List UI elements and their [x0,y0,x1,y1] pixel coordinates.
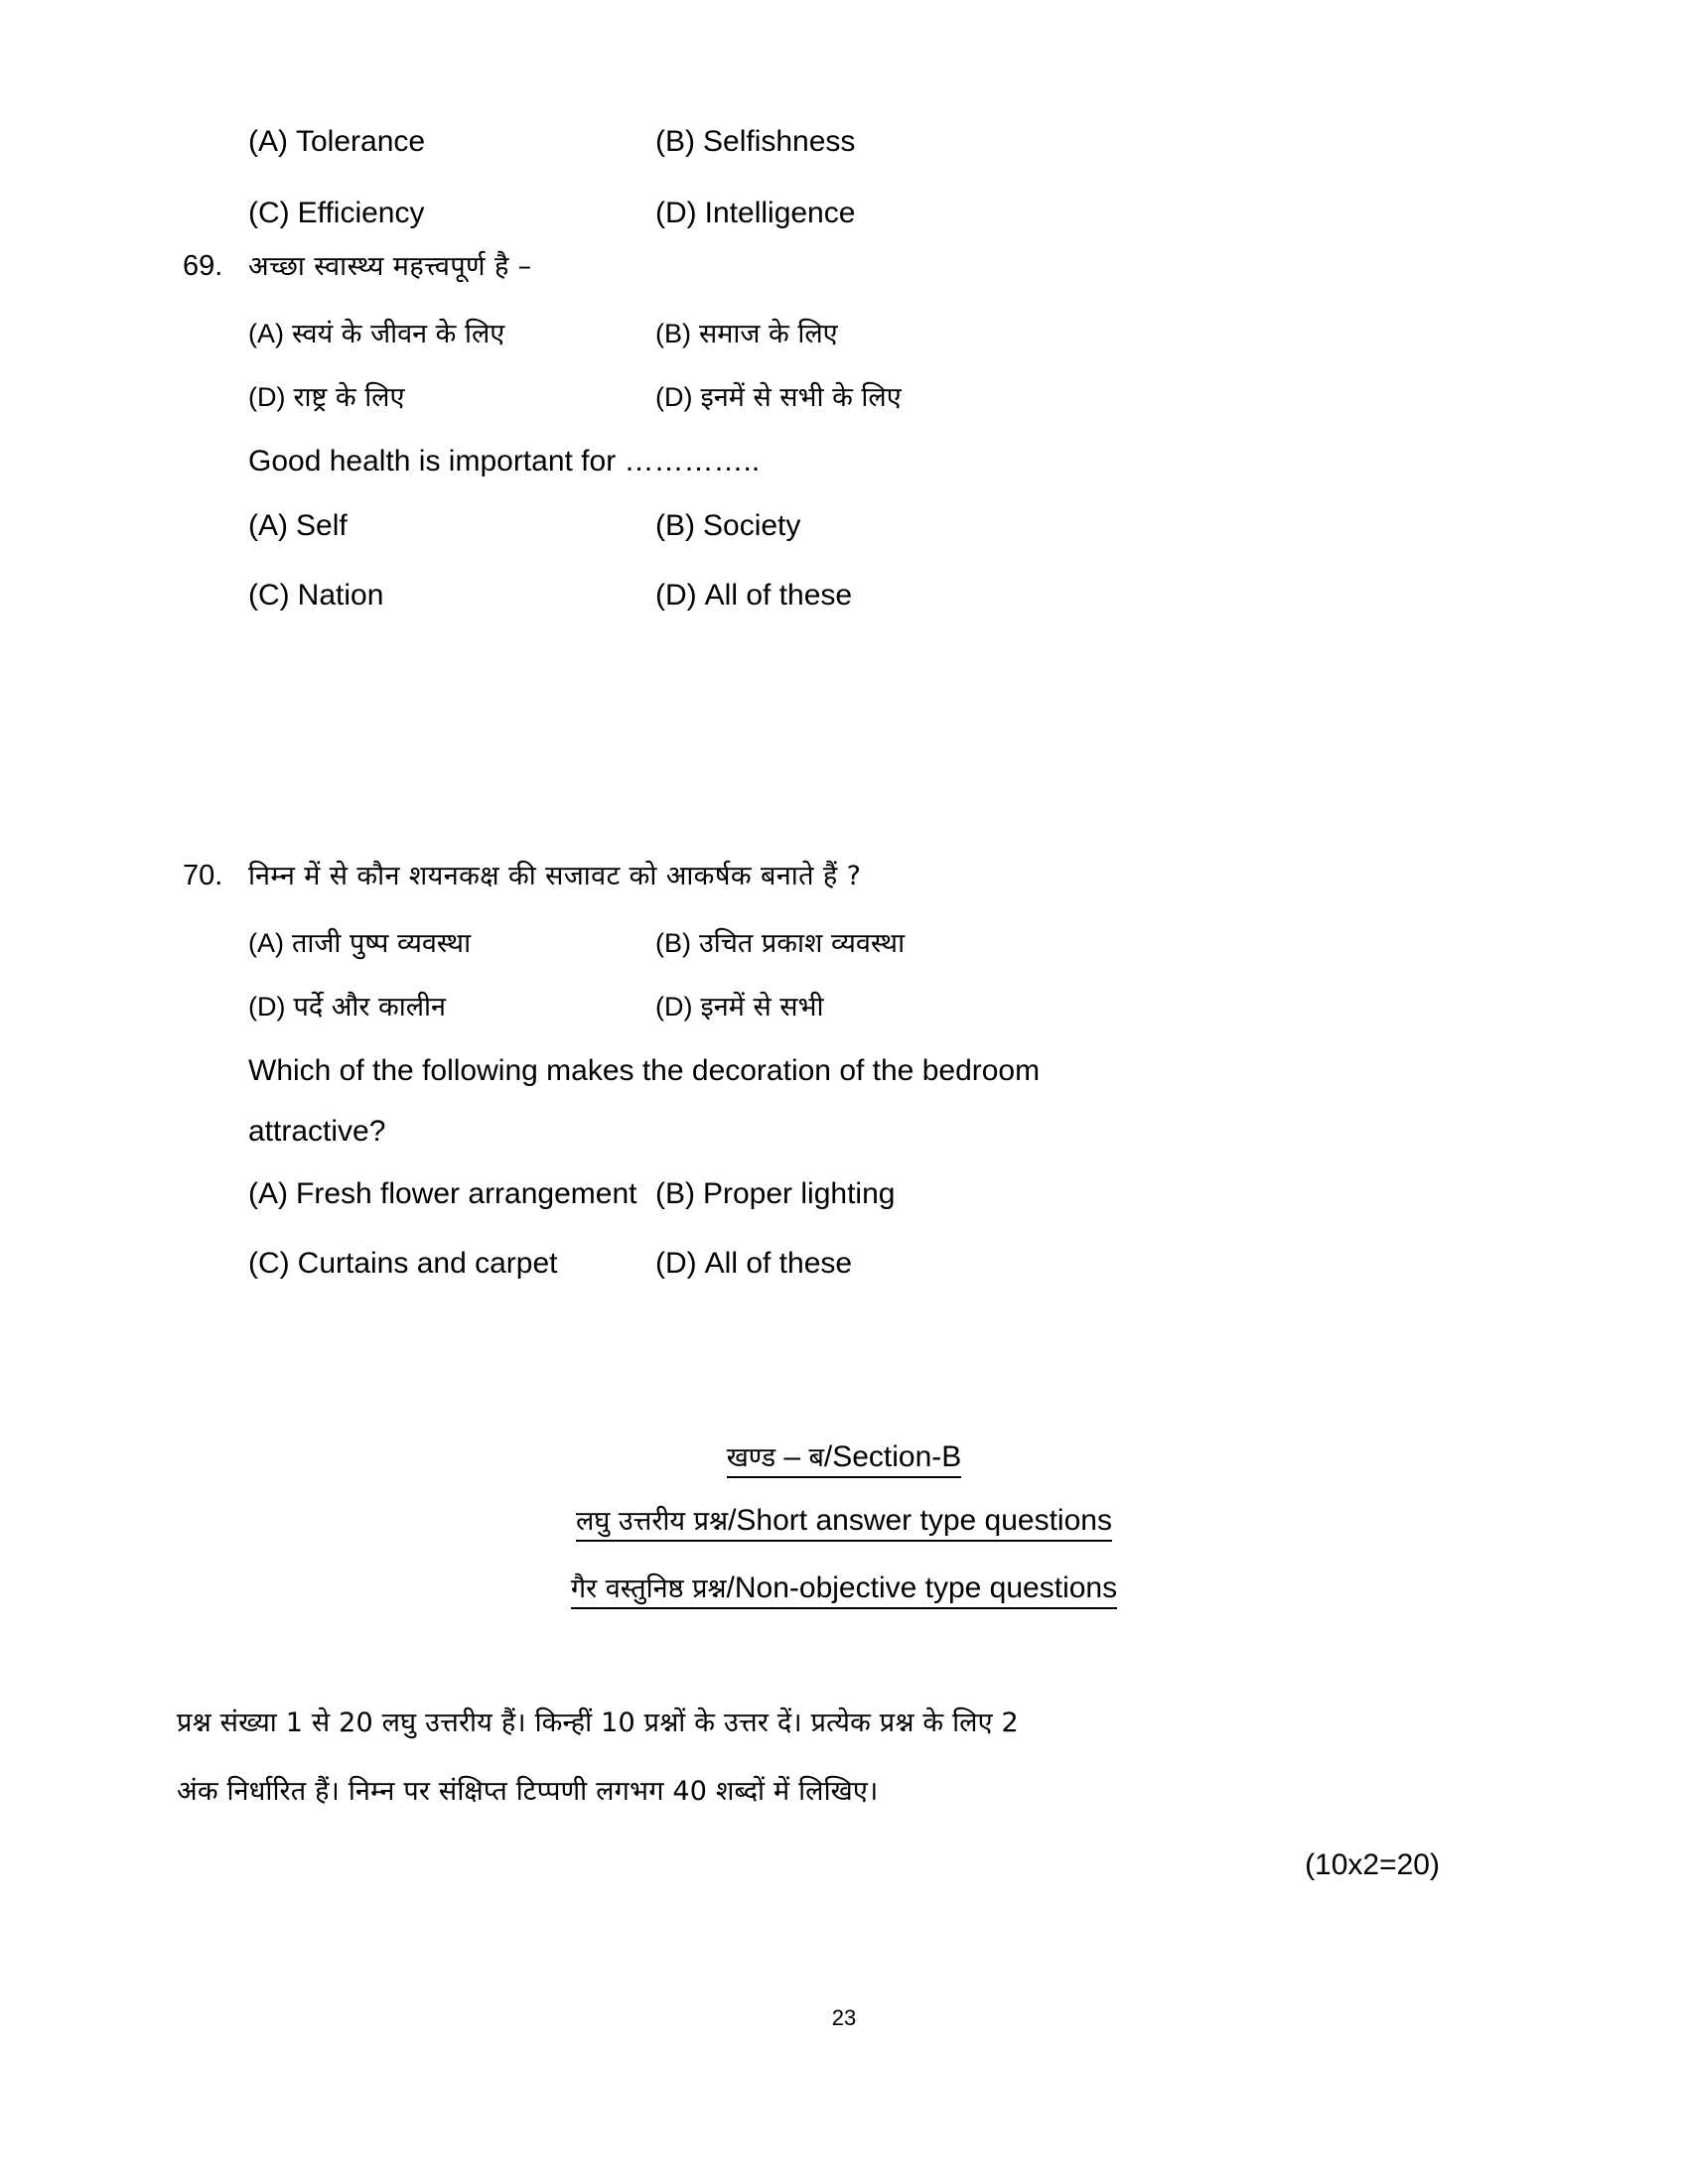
option-label: (C) [248,197,290,229]
option-row [248,1179,1688,1209]
short-answer-heading-english: Short answer type questions [736,1504,1112,1537]
option-b-english[interactable] [655,511,1688,541]
option-text: Nation [297,579,384,612]
option-label: (D) [248,382,286,412]
option-row [248,511,1688,541]
question-stem-hindi: निम्न में से कौन शयनकक्ष की सजावट को आकर्षक बनाते हैं ? [248,861,862,891]
option-d-english[interactable] [655,1249,1688,1279]
option-label: (A) [248,319,284,348]
non-objective-heading-hindi: गैर वस्तुनिष्ठ प्रश्न [570,1573,727,1604]
option-label: (D) [655,1247,697,1280]
option-label: (D) [655,579,697,612]
option-c-english[interactable] [248,1249,655,1279]
question-stem-english-line2: attractive? [248,1115,386,1148]
option-text: Proper lighting [703,1177,896,1210]
option-label: (A) [248,1177,288,1210]
short-answer-heading-hindi: लघु उत्तरीय प्रश्न [576,1506,729,1537]
section-b-heading [0,1437,1688,1478]
instruction-paragraph [177,1709,1468,1805]
option-label: (B) [655,319,691,348]
instruction-line-2: अंक निर्धारित हैं। निम्न पर संक्षिप्त टिप्पणी लगभग 40 शब्दों में लिखिए। [177,1776,879,1807]
option-label: (B) [655,125,695,158]
option-c-hindi[interactable] [248,994,655,1021]
question-stem-english: Good health is important for ………….. [248,445,761,478]
option-label: (C) [248,1247,290,1280]
option-text: इनमें से सभी के लिए [700,382,902,413]
option-text: Selfishness [703,125,856,158]
option-label: (C) [248,579,290,612]
option-text: Curtains and carpet [297,1247,558,1280]
option-a[interactable] [248,127,655,157]
option-label: (D) [248,992,286,1022]
option-b[interactable] [655,127,1688,157]
non-objective-heading [0,1569,1688,1609]
option-text: Society [703,509,801,542]
option-d-hindi[interactable] [655,384,1688,411]
option-text: All of these [704,1247,853,1280]
option-d-hindi[interactable] [655,994,1688,1021]
question-number: 70. [183,860,223,891]
option-row [248,127,1688,157]
option-a-english[interactable] [248,511,655,541]
option-row [248,994,1688,1021]
option-d-english[interactable] [655,581,1688,611]
option-text: Intelligence [704,197,856,229]
option-text: All of these [704,579,853,612]
marks-note: (10x2=20) [1305,1848,1440,1881]
option-row [248,321,1688,347]
option-a-hindi[interactable] [248,321,655,347]
non-objective-heading-english: Non-objective type questions [734,1571,1118,1604]
option-text: पर्दे और कालीन [293,992,446,1023]
question-68-options [0,127,1688,228]
option-c-hindi[interactable] [248,384,655,411]
option-label: (B) [655,509,695,542]
section-b-heading-hindi-b: ब [808,1442,824,1473]
option-text: Tolerance [296,125,426,158]
option-row [248,1249,1688,1279]
option-text: समाज के लिए [699,319,838,349]
option-a-hindi[interactable] [248,930,655,957]
option-row [248,581,1688,611]
section-b-heading-english: Section-B [832,1440,962,1473]
option-text: राष्ट्र के लिए [293,382,405,413]
option-row [248,930,1688,957]
option-text: इनमें से सभी [700,992,824,1023]
section-b-heading-hindi: खण्ड [726,1442,776,1473]
instruction-line-1: प्रश्न संख्या 1 से 20 लघु उत्तरीय हैं। किन्हीं 10 प्रश्नों के उत्तर दें। प्रत्येक प्रश्न के लिए 2 [177,1707,1019,1738]
section-b-heading-underline [727,1437,962,1478]
option-row [248,199,1688,228]
option-b-hindi[interactable] [655,321,1688,347]
section-b-heading-slash: / [823,1440,833,1473]
question-69 [0,246,1688,611]
option-text: ताजी पुष्प व्यवस्था [292,928,472,959]
option-text: स्वयं के जीवन के लिए [292,319,505,349]
option-text: उचित प्रकाश व्यवस्था [699,928,906,959]
option-text: Efficiency [297,197,425,229]
question-stem-english-line1: Which of the following makes the decoration of the bedroom [248,1054,1041,1087]
short-answer-heading-slash: / [728,1504,737,1537]
option-label: (A) [248,928,284,958]
option-b-hindi[interactable] [655,930,1688,957]
option-a-english[interactable] [248,1179,655,1209]
page-number: 23 [831,2005,857,2030]
section-b-heading-dash: – [783,1440,801,1473]
non-objective-heading-slash: / [726,1571,735,1604]
option-label: (D) [655,992,693,1022]
option-label: (A) [248,125,288,158]
option-label: (B) [655,1177,695,1210]
short-answer-heading [0,1501,1688,1542]
option-text: Self [296,509,348,542]
option-label: (D) [655,197,697,229]
question-70 [0,856,1688,1279]
option-row [248,384,1688,411]
non-objective-heading-underline [571,1569,1117,1609]
option-b-english[interactable] [655,1179,1688,1209]
option-label: (A) [248,509,288,542]
option-text: Fresh flower arrangement [296,1177,637,1210]
option-c-english[interactable] [248,581,655,611]
option-d[interactable] [655,199,1688,228]
question-number: 69. [183,250,223,282]
option-c[interactable] [248,199,655,228]
short-answer-heading-underline [576,1501,1112,1542]
option-label: (D) [655,382,693,412]
option-label: (B) [655,928,691,958]
question-stem-hindi: अच्छा स्वास्थ्य महत्त्वपूर्ण है – [248,251,532,282]
